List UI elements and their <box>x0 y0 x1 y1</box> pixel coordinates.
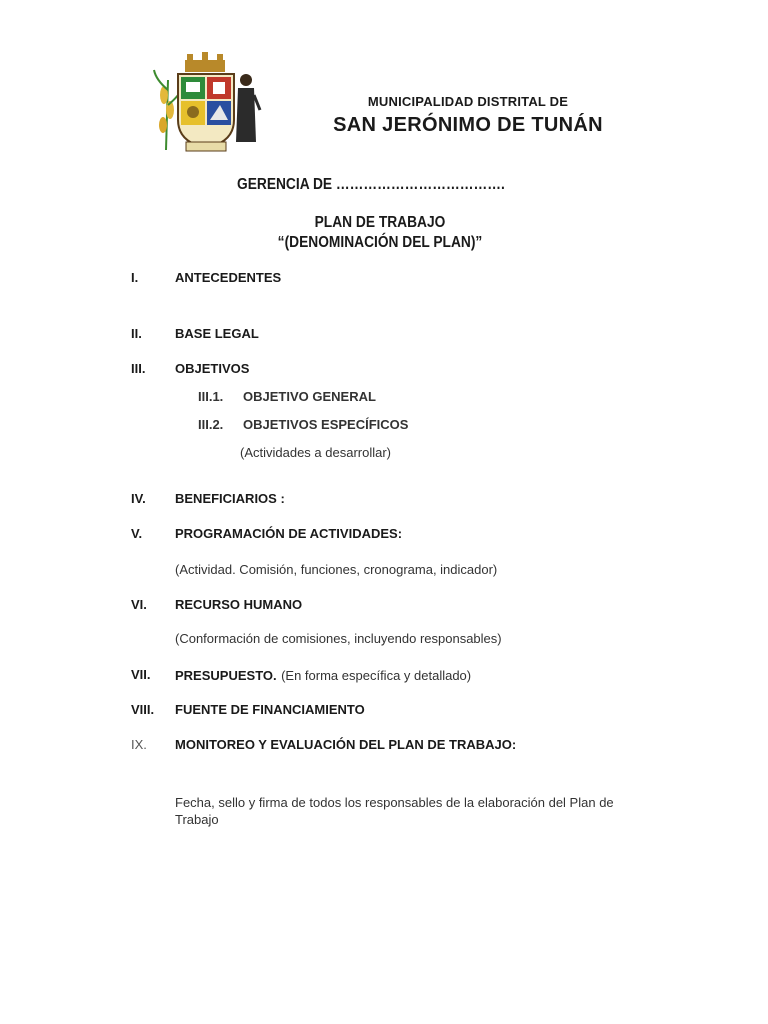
section-label: FUENTE DE FINANCIAMIENTO <box>175 702 365 717</box>
section-inline-note: (En forma específica y detallado) <box>281 668 472 683</box>
section-label: RECURSO HUMANO <box>175 597 303 612</box>
section-number: VIII. <box>131 702 155 717</box>
gerencia-line: GERENCIA DE ………………………………. <box>237 176 505 193</box>
section-label: BASE LEGAL <box>175 326 259 341</box>
section-number: VI. <box>131 597 147 612</box>
ribbon-banner-icon <box>186 142 226 151</box>
section-number: II. <box>131 326 142 341</box>
section-label: ANTECEDENTES <box>175 270 282 285</box>
section-note: (Actividades a desarrollar) <box>240 445 392 460</box>
section-note: (Conformación de comisiones, incluyendo responsables) <box>175 631 502 646</box>
section-number: V. <box>131 526 143 541</box>
municipality-line-1: MUNICIPALIDAD DISTRITAL DE <box>367 94 569 109</box>
figure-icon <box>236 74 260 142</box>
section-number: IV. <box>131 491 146 506</box>
section-label: BENEFICIARIOS : <box>175 491 285 506</box>
section-number: I. <box>131 270 139 285</box>
crown-icon <box>185 52 225 72</box>
subsection-number: III.1. <box>198 389 224 404</box>
signature-instruction-line-2: Trabajo <box>175 812 219 827</box>
section-label: MONITOREO Y EVALUACIÓN DEL PLAN DE TRABAJO: <box>175 737 517 752</box>
section-presupuesto <box>175 667 471 685</box>
section-label: PROGRAMACIÓN DE ACTIVIDADES: <box>175 526 403 541</box>
section-number: VII. <box>131 667 151 682</box>
plan-title: PLAN DE TRABAJO <box>314 214 446 231</box>
subsection-label: OBJETIVOS ESPECÍFICOS <box>243 417 409 432</box>
subsection-number: III.2. <box>198 417 224 432</box>
section-note: (Actividad. Comisión, funciones, cronograma, indicador) <box>175 562 498 577</box>
section-number: IX. <box>131 737 147 752</box>
subsection-label: OBJETIVO GENERAL <box>243 389 376 404</box>
plan-subtitle: “(DENOMINACIÓN DEL PLAN)” <box>277 234 483 251</box>
section-label: OBJETIVOS <box>175 361 250 376</box>
municipal-crest-logo <box>150 50 262 160</box>
municipality-name: SAN JERÓNIMO DE TUNÁN <box>333 114 603 136</box>
shield-icon <box>178 74 234 148</box>
section-label: PRESUPUESTO. <box>175 668 277 683</box>
plan-title-block <box>208 213 552 253</box>
section-number: III. <box>131 361 146 376</box>
signature-instruction-line-1: Fecha, sello y firma de todos los responsables de la elaboración del Plan de <box>175 795 614 810</box>
